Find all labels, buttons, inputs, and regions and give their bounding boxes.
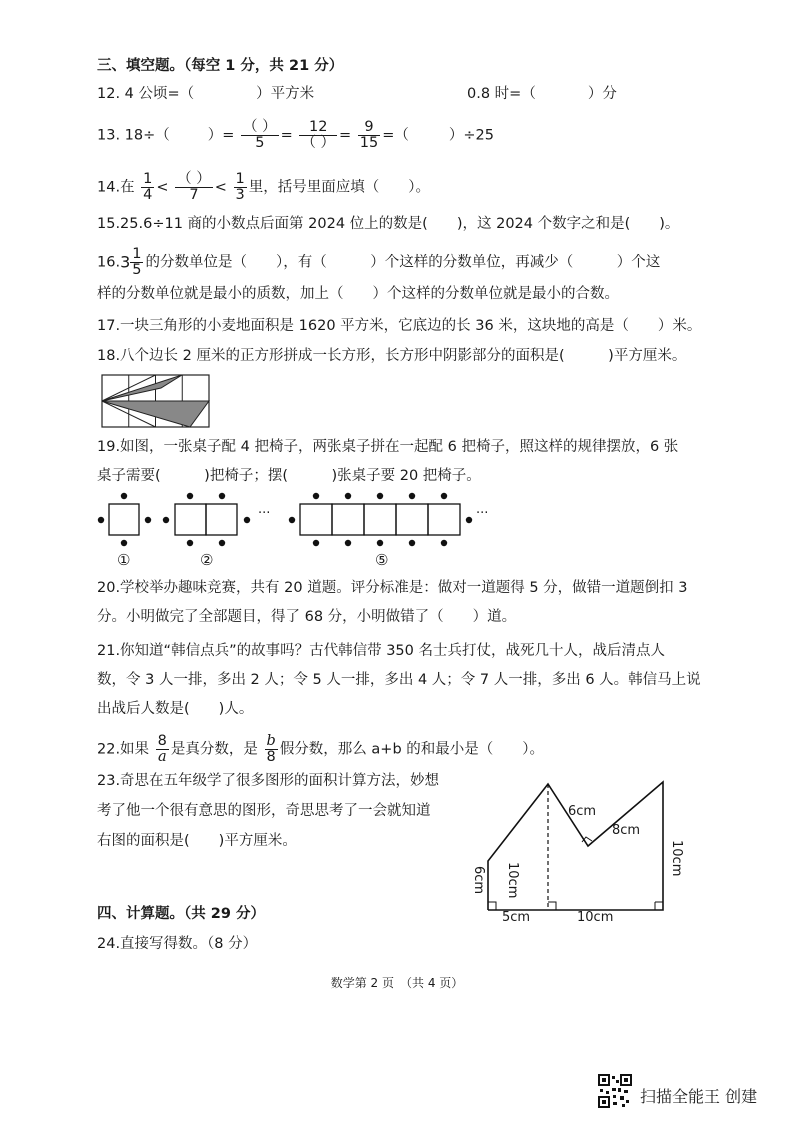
question-17: 17.一块三角形的小麦地面积是 1620 平方米，它底边的长 36 米，这块地的高是（ ）米。: [97, 318, 702, 334]
ellipsis-2: ···: [476, 506, 489, 521]
chair: [409, 493, 415, 499]
table: [109, 504, 139, 535]
q22-fraction-2: $\frac{b}{8}$: [266, 733, 276, 765]
q12-part-a-unit: ）平方米: [256, 86, 315, 102]
q22-pre: 22.如果: [97, 741, 150, 758]
question-16: [97, 247, 660, 278]
question-23: 23.奇思在五年级学了很多图形的面积计算方法，妙想: [97, 773, 440, 789]
figure-label-1: ①: [117, 551, 131, 569]
question-21-line-3: 出战后人数是( )人。: [97, 701, 254, 717]
q16-number: 16.: [97, 254, 121, 271]
q12-number: 12.: [97, 86, 121, 102]
question-18: 18.八个边长 2 厘米的正方形拼成一长方形，长方形中阴影部分的面积是( )平方厘米。: [97, 348, 687, 364]
section-title-fill-blank: 三、填空题。（每空 1 分，共 21 分）: [97, 58, 344, 74]
question-19-line-2: 桌子需要( )把椅子；摆( )张桌子要 20 把椅子。: [97, 468, 481, 484]
q12-part-a: 4 公顷=（: [124, 86, 195, 102]
q14-fraction-2: （ ） 7: [177, 171, 211, 203]
table: [396, 504, 428, 535]
dim-label-10cm-height: 10cm: [505, 862, 520, 899]
chair: [313, 540, 319, 546]
q22-mid: 是真分数，是: [170, 741, 258, 758]
dim-label-10cm-bottom: 10cm: [577, 910, 614, 925]
chair: [98, 517, 104, 523]
question-14: [97, 172, 430, 203]
q13-text-4: ）÷25: [448, 127, 495, 144]
tables-chairs-figure: [94, 490, 504, 550]
ellipsis-1: ···: [258, 506, 271, 521]
chair: [219, 493, 225, 499]
table: [364, 504, 396, 535]
composite-shape-figure: [466, 778, 676, 928]
q13-fraction-3: $\frac{9}{15}$: [359, 119, 379, 151]
table: [428, 504, 460, 535]
question-13: [97, 120, 494, 151]
scanner-watermark: 扫描全能王 创建: [640, 1087, 758, 1106]
q22-fraction-1: $\frac{8}{a}$: [157, 733, 167, 765]
question-23-line-3: 右图的面积是( )平方厘米。: [97, 833, 297, 849]
question-15: 15.25.6÷11 商的小数点后面第 2024 位上的数是( )，这 2024 个数字之和是( )。: [97, 216, 680, 232]
question-22: [97, 734, 544, 765]
chair: [441, 493, 447, 499]
question-20: 20.学校举办趣味竞赛，共有 20 道题。评分标准是：做对一道题得 5 分，做错一道题倒扣 3: [97, 580, 688, 596]
q22-post: 假分数，那么 a+b 的和最小是（ ）。: [279, 741, 545, 758]
q14-lt-2: <: [214, 179, 227, 196]
qr-code-icon: [598, 1074, 632, 1108]
q14-lt-1: <: [156, 179, 169, 196]
chair: [187, 493, 193, 499]
q13-number: 13.: [97, 127, 121, 144]
q16-rest: 的分数单位是（ ），有（ ）个这样的分数单位，再减少（ ）个这: [145, 254, 661, 271]
chair: [345, 540, 351, 546]
q14-post: 里，括号里面应填（ ）。: [248, 179, 431, 196]
chair: [466, 517, 472, 523]
q16-mixed-number: 3 $\frac{1}{5}$: [120, 246, 142, 278]
q14-number: 14.: [97, 179, 121, 196]
chair: [145, 517, 151, 523]
dim-label-8cm: 8cm: [612, 823, 641, 838]
question-24: 24.直接写得数。（8 分）: [97, 936, 258, 952]
dim-label-5cm: 5cm: [502, 910, 531, 925]
chair: [441, 540, 447, 546]
q14-pre: 在: [120, 179, 135, 196]
table: [206, 504, 237, 535]
question-23-line-2: 考了他一个很有意思的图形，奇思思考了一会就知道: [97, 803, 431, 819]
question-12: [97, 84, 314, 104]
page-footer: 数学第 2 页 （共 4 页）: [330, 976, 464, 990]
section-title-calculation: 四、计算题。（共 29 分）: [97, 906, 266, 922]
table: [175, 504, 206, 535]
chair: [313, 493, 319, 499]
shaded-rectangle-figure: [101, 374, 211, 428]
dim-label-10cm-right: 10cm: [669, 840, 684, 877]
q14-fraction-1: $\frac{1}{4}$: [143, 171, 153, 203]
chair: [121, 493, 127, 499]
chair: [345, 493, 351, 499]
question-16-line-2: 样的分数单位就是最小的质数，加上（ ）个这样的分数单位就是最小的合数。: [97, 286, 619, 302]
question-19: 19.如图，一张桌子配 4 把椅子，两张桌子拼在一起配 6 把椅子，照这样的规律摆放，6 张: [97, 439, 679, 455]
chair: [187, 540, 193, 546]
q12-part-b: 0.8 时=（: [467, 86, 536, 102]
question-12-b: [467, 84, 617, 104]
chair: [163, 517, 169, 523]
chair: [409, 540, 415, 546]
chair: [377, 493, 383, 499]
question-21: 21.你知道“韩信点兵”的故事吗？古代韩信带 350 名士兵打仗，战死几十人，战后清点人: [97, 643, 665, 659]
q13-text-1: 18÷（: [124, 127, 170, 144]
question-21-line-2: 数，令 3 人一排，多出 2 人；令 5 人一排，多出 4 人；令 7 人一排，多出 6 人。韩信马上说: [97, 672, 701, 688]
q13-text-2: ）=: [207, 127, 235, 144]
figure-label-2: ②: [200, 551, 214, 569]
q14-fraction-3: $\frac{1}{3}$: [235, 171, 245, 203]
q13-text-3: =（: [382, 127, 409, 144]
q13-fraction-2: 12 （ ）: [301, 119, 336, 151]
chair: [244, 517, 250, 523]
chair: [377, 540, 383, 546]
table: [332, 504, 364, 535]
dim-label-6cm-slant: 6cm: [568, 804, 597, 819]
q12-part-b-unit: ）分: [587, 86, 617, 102]
dim-label-6cm-left: 6cm: [471, 866, 486, 895]
table: [300, 504, 332, 535]
chair: [121, 540, 127, 546]
question-20-line-2: 分。小明做完了全部题目，得了 68 分，小明做错了（ ）道。: [97, 609, 517, 625]
chair: [289, 517, 295, 523]
chair: [219, 540, 225, 546]
q13-eq-1: =: [280, 127, 293, 144]
figure-label-5: ⑤: [375, 551, 389, 569]
q13-eq-2: =: [339, 127, 352, 144]
q13-fraction-1: （ ） 5: [243, 119, 277, 151]
